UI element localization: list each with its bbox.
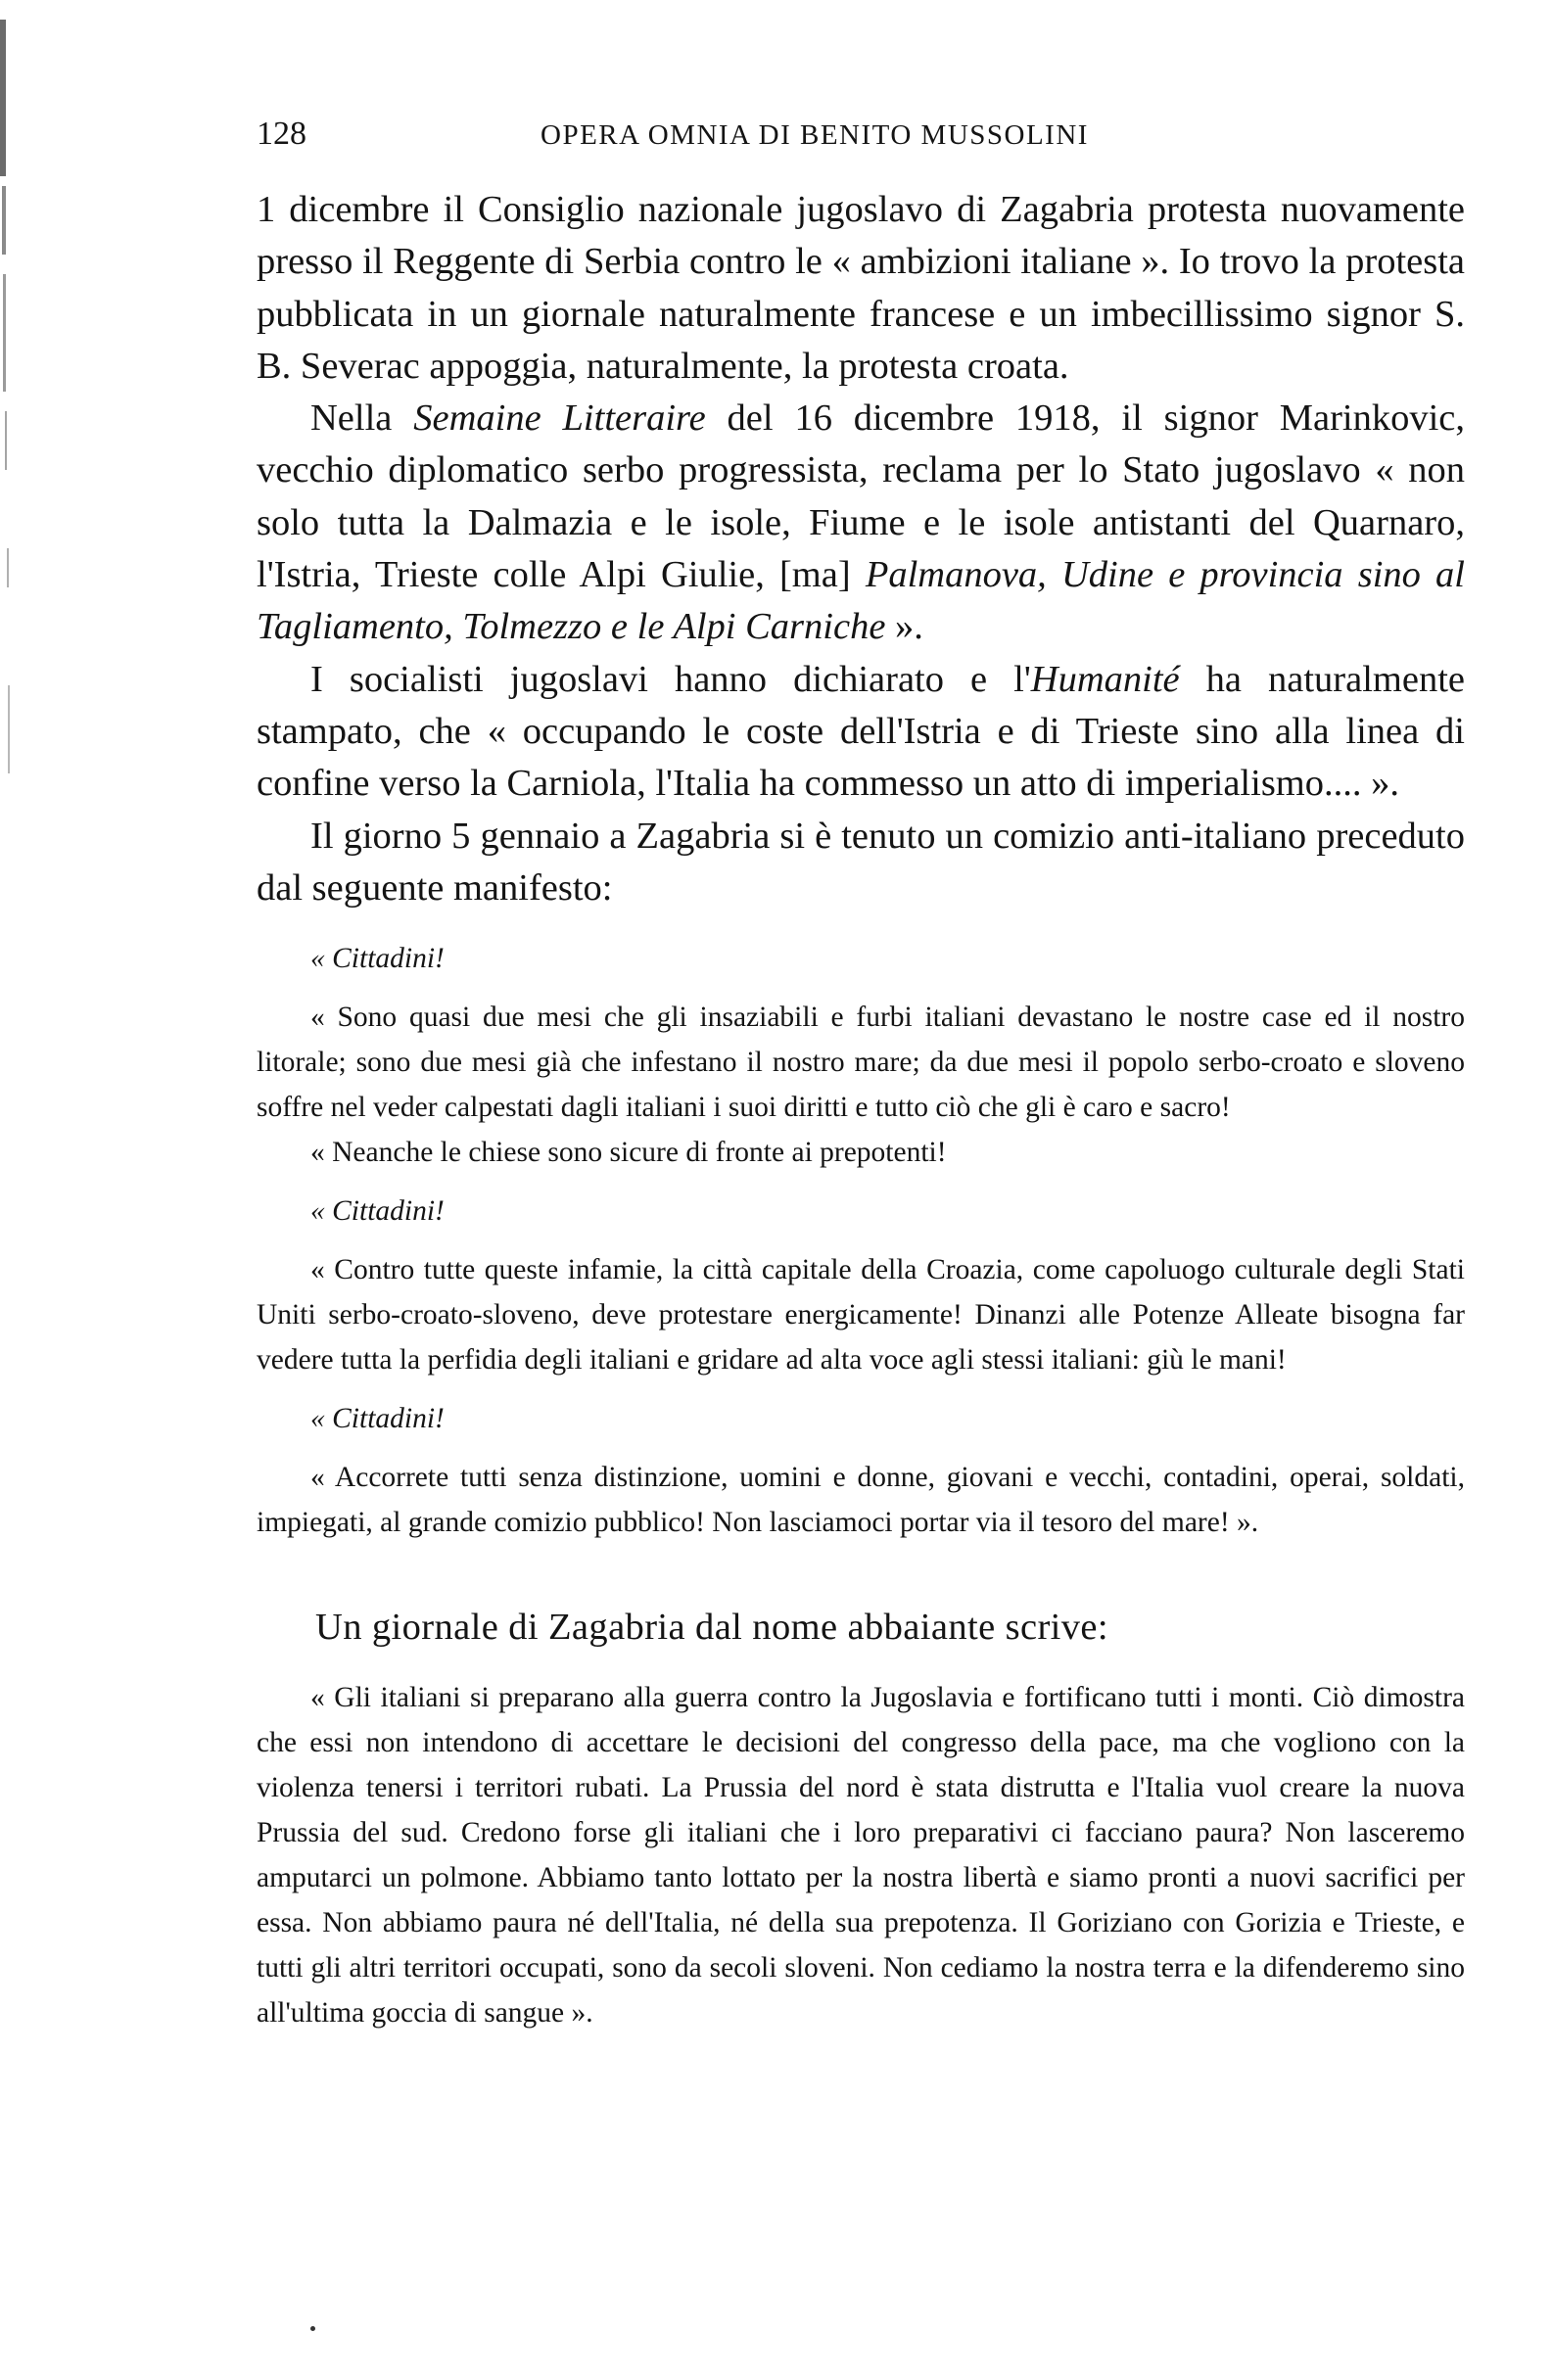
section-intro: Un giornale di Zagabria dal nome abbaiante scrive: — [315, 1607, 1109, 1649]
journal-title-semaine: Semaine Litteraire — [413, 397, 706, 440]
manifesto-cittadini-1: « Cittadini! — [310, 943, 445, 975]
manifesto-cittadini-3: « Cittadini! — [310, 1403, 445, 1435]
binding-edge-marks — [0, 0, 18, 803]
manifesto-paragraph-3: « Contro tutte queste infamie, la città capitale della Croazia, come capoluogo culturale degli Stati Uniti serbo-croato-sloveno, deve protestare energicamente! Dinanzi alle Potenze Alleate bisogna far vedere tutta la perfidia degli italiani e gridare ad alta voce agli stessi italiani: giù le mani! — [257, 1254, 1465, 1377]
stray-ink-dot — [310, 2326, 315, 2331]
manifesto-cittadini-2: « Cittadini! — [310, 1195, 445, 1228]
paragraph-2-emphasis: Palmanova, Udine e provincia sino al Tagliamento, Tolmezzo e le Alpi Carniche — [257, 554, 1465, 648]
paragraph-1: 1 dicembre il Consiglio nazionale jugoslavo di Zagabria protesta nuovamente presso il Reggente di Serbia contro le « ambizioni italiane ». Io trovo la protesta pubblicata in un giornale naturalmente francese e un imbecillissimo signor S. B. Severac appoggia, naturalmente, la protesta croata. — [257, 189, 1465, 387]
running-title: OPERA OMNIA DI BENITO MUSSOLINI — [541, 119, 1089, 151]
paragraph-3 — [257, 654, 1465, 811]
page-body — [257, 184, 1465, 2035]
article-quote: « Gli italiani si preparano alla guerra contro la Jugoslavia e fortificano tutti i monti. Ciò dimostra che essi non intendono di accettare le decisioni del congresso della pace, ma che vogliono con la violenza tenersi i territori rubati. La Prussia del nord è stata distrutta e l'Italia vuol creare la nuova Prussia del sud. Credono forse gli italiani che i loro preparativi ci facciano paura? Non lasceremo amputarci un polmone. Abbiamo tanto lottato per la nostra libertà e siamo pronti a nuovi sacrifici per essa. Non abbiamo paura né dell'Italia, né della sua prepotenza. Il Goriziano con Gorizia e Trieste, e tutti gli altri territori occupati, sono da secoli sloveni. Non cediamo la nostra terra e la difenderemo sino all'ultima goccia di sangue ». — [257, 1682, 1465, 2030]
paragraph-2-lead: Nella — [310, 397, 414, 440]
manifesto-quote — [257, 936, 1465, 1545]
page-header — [257, 116, 1463, 164]
page-number: 128 — [257, 116, 306, 152]
manifesto-paragraph-4: « Accorrete tutti senza distinzione, uomini e donne, giovani e vecchi, contadini, operai, soldati, impiegati, al grande comizio pubblico! Non lasciamoci portar via il tesoro del mare! ». — [257, 1462, 1465, 1539]
journal-title-humanite: Humanité — [1030, 658, 1180, 700]
paragraph-3-text: ha naturalmente stampato, che « occupando le coste dell'Istria e di Trieste sino alla linea di confine verso la Carniola, l'Italia ha commesso un atto di imperialismo.... ». — [257, 658, 1465, 805]
paragraph-2 — [257, 393, 1465, 653]
paragraph-3-lead: I socialisti jugoslavi hanno dichiarato e l' — [310, 658, 1031, 700]
paragraph-2-close: ». — [885, 606, 923, 648]
manifesto-paragraph-2: « Neanche le chiese sono sicure di fronte ai prepotenti! — [310, 1137, 947, 1169]
manifesto-paragraph-1: « Sono quasi due mesi che gli insaziabili e furbi italiani devastano le nostre case ed il nostro litorale; sono due mesi già che infestano il nostro mare; da due mesi il popolo serbo-croato e sloveno soffre nel veder calpestati dagli italiani i suoi diritti e tutto ciò che gli è caro e sacro! — [257, 1002, 1465, 1124]
paragraph-2-text: del 16 dicembre 1918, il signor Marinkovic, vecchio diplomatico serbo progressista, reclama per lo Stato jugoslavo « non solo tutta la Dalmazia e le isole, Fiume e le isole antistanti del Quarnaro, l'Istria, Trieste colle Alpi Giulie, [ma] — [257, 397, 1465, 596]
paragraph-4: Il giorno 5 gennaio a Zagabria si è tenuto un comizio anti-italiano preceduto dal seguente manifesto: — [257, 815, 1465, 909]
